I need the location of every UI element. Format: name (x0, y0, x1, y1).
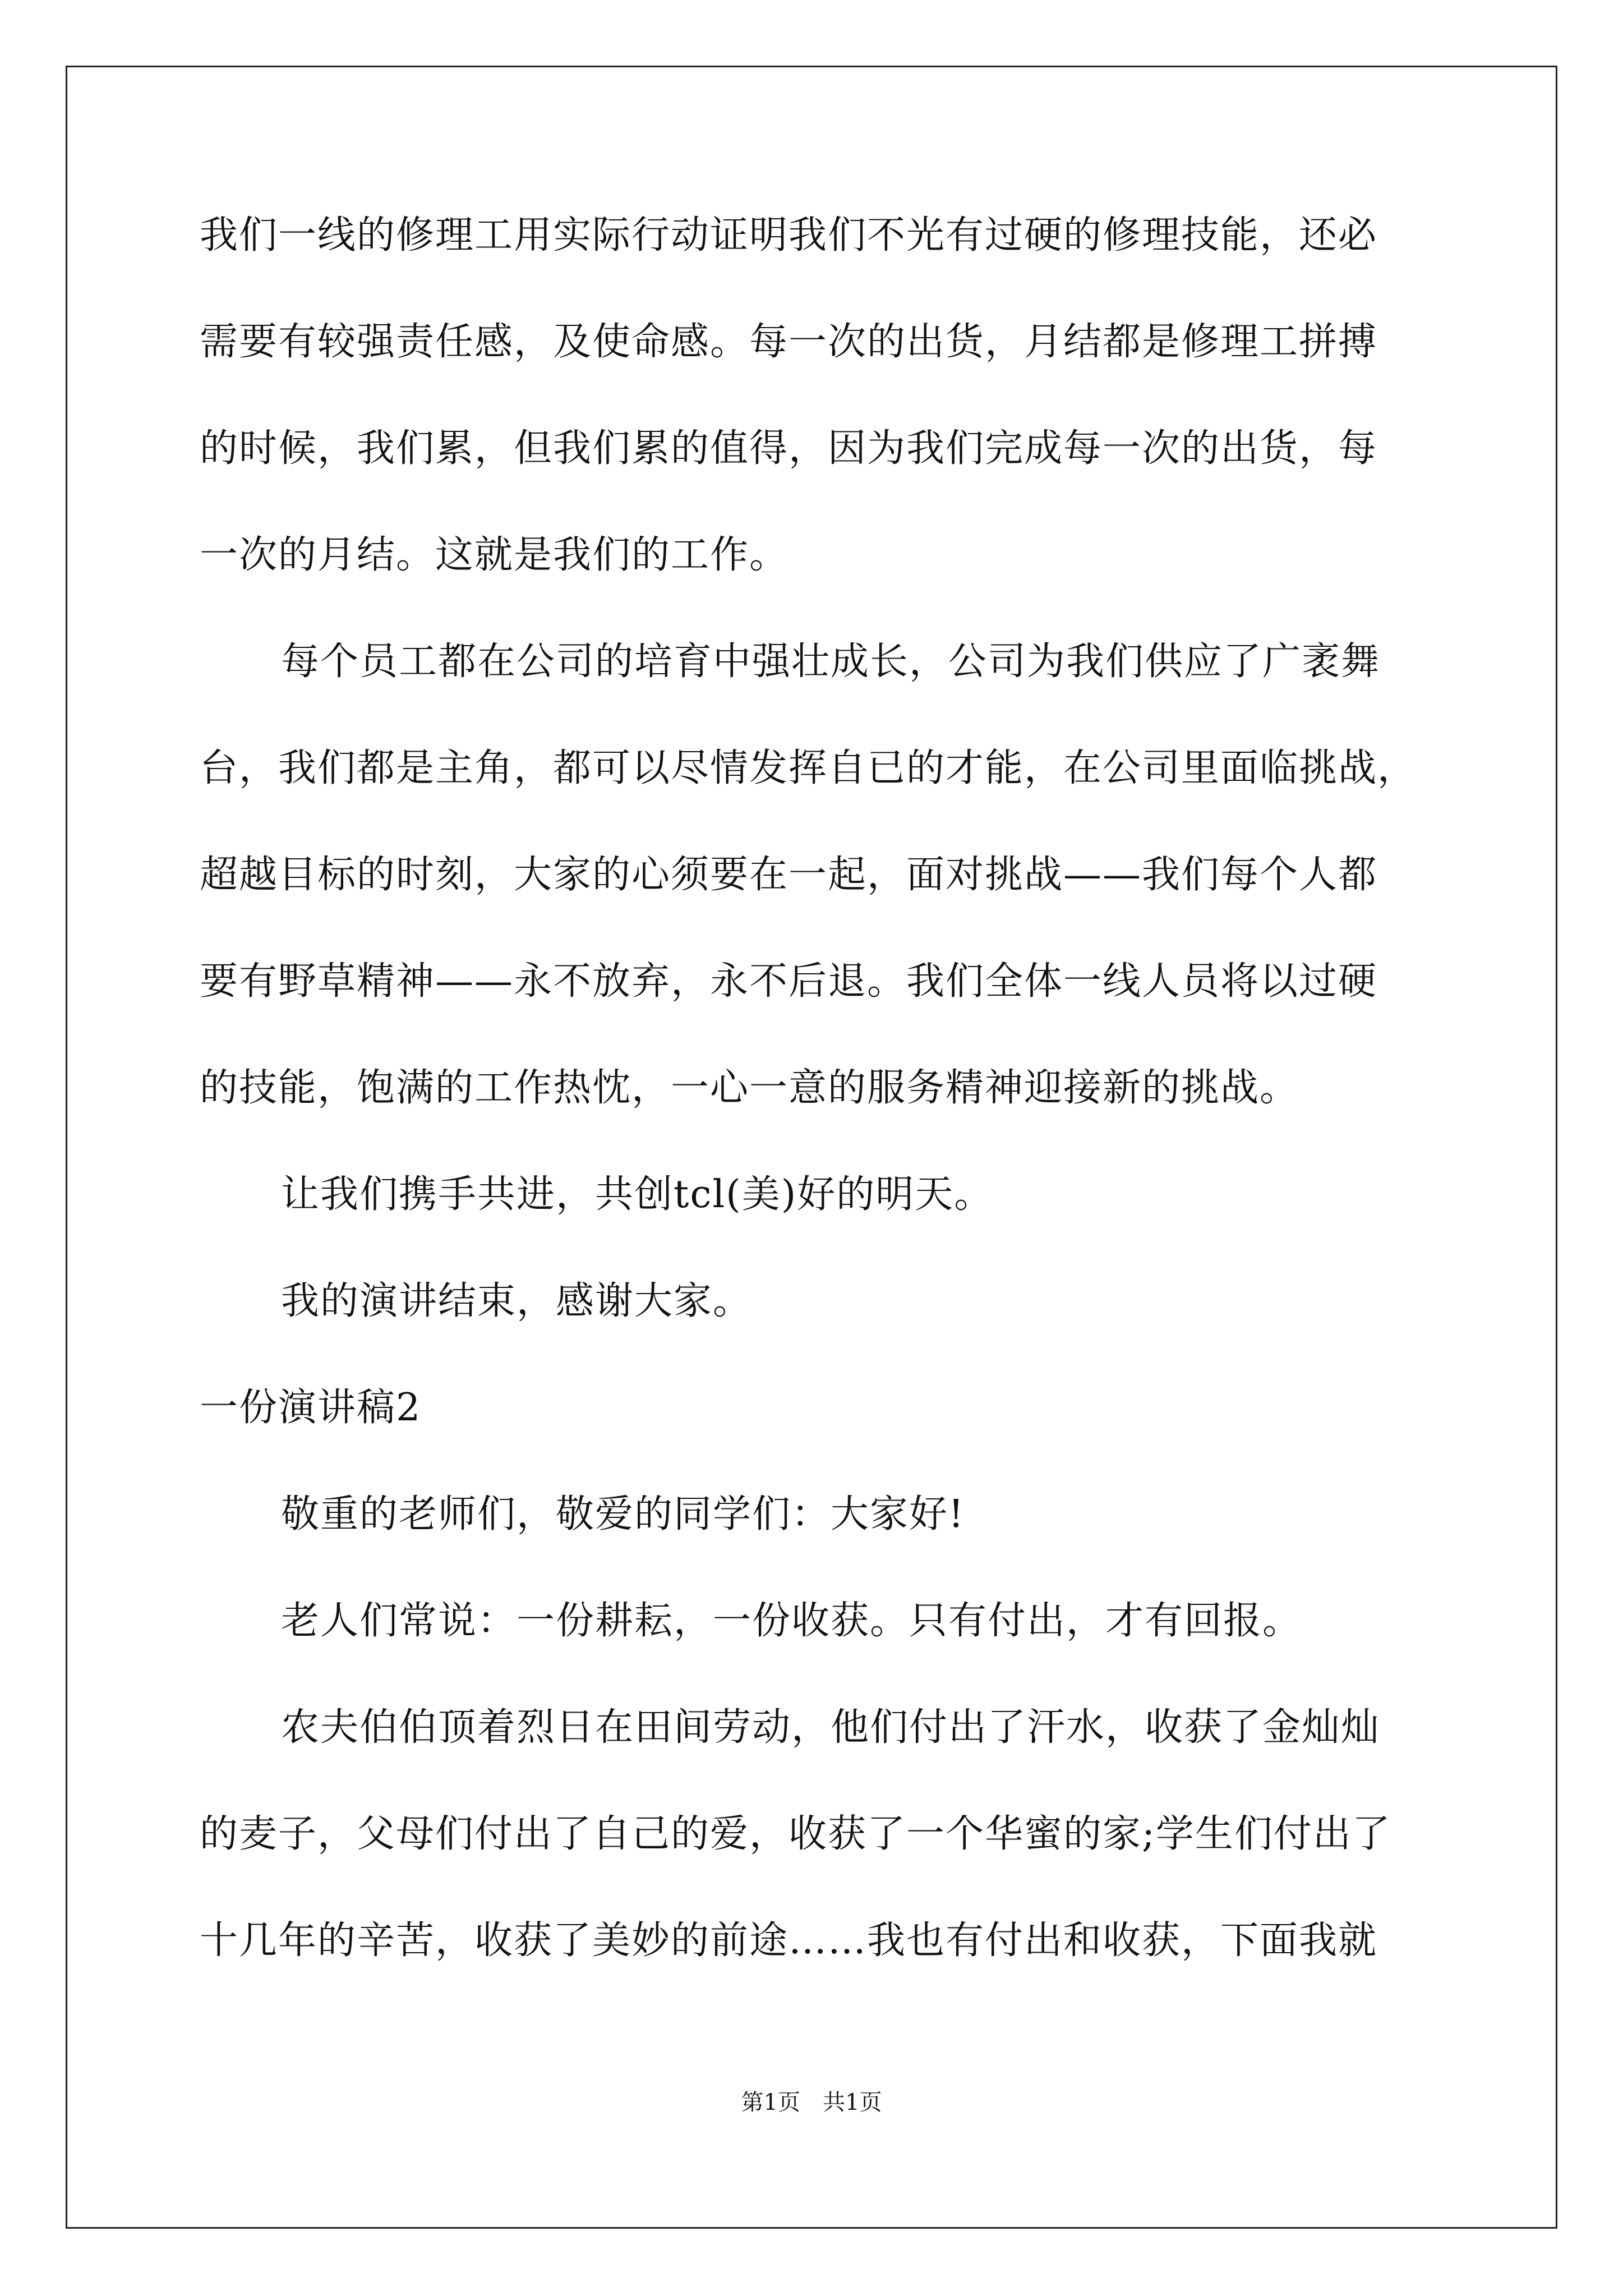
paragraph-line: 十几年的辛苦，收获了美妙的前途……我也有付出和收获，下面我就 (200, 1918, 1378, 1963)
paragraph-line: 的时候，我们累，但我们累的值得，因为我们完成每一次的出货，每 (200, 426, 1378, 471)
section-heading: 一份演讲稿2 (200, 1386, 422, 1430)
paragraph-line: 让我们携手共进，共创tcl(美)好的明天。 (281, 1172, 994, 1217)
paragraph-line: 的麦子，父母们付出了自己的爱，收获了一个华蜜的家;学生们付出了 (200, 1812, 1391, 1856)
paragraph-line: 台，我们都是主角，都可以尽情发挥自已的才能，在公司里面临挑战， (200, 746, 1417, 790)
paragraph-line: 农夫伯伯顶着烈日在田间劳动，他们付出了汗水，收获了金灿灿 (281, 1705, 1381, 1750)
page-border (66, 66, 1557, 2229)
paragraph-line: 每个员工都在公司的培育中强壮成长，公司为我们供应了广袤舞 (281, 639, 1381, 684)
paragraph-line: 一次的月结。这就是我们的工作。 (200, 533, 789, 577)
paragraph-line: 超越目标的时刻，大家的心须要在一起，面对挑战——我们每个人都 (200, 853, 1378, 897)
paragraph-line: 老人们常说：一份耕耘，一份收获。只有付出，才有回报。 (281, 1599, 1302, 1643)
paragraph-line: 我们一线的修理工用实际行动证明我们不光有过硬的修理技能，还必 (200, 213, 1378, 257)
paragraph-line: 我的演讲结束，感谢大家。 (281, 1279, 753, 1323)
page-footer: 第1页 共1页 (741, 2090, 882, 2115)
paragraph-line: 要有野草精神——永不放弃，永不后退。我们全体一线人员将以过硬 (200, 959, 1378, 1004)
paragraph-line: 的技能，饱满的工作热忱，一心一意的服务精神迎接新的挑战。 (200, 1066, 1299, 1110)
paragraph-line: 敬重的老师们，敬爱的同学们：大家好! (281, 1492, 965, 1536)
paragraph-line: 需要有较强责任感，及使命感。每一次的出货，月结都是修理工拼搏 (200, 320, 1378, 364)
